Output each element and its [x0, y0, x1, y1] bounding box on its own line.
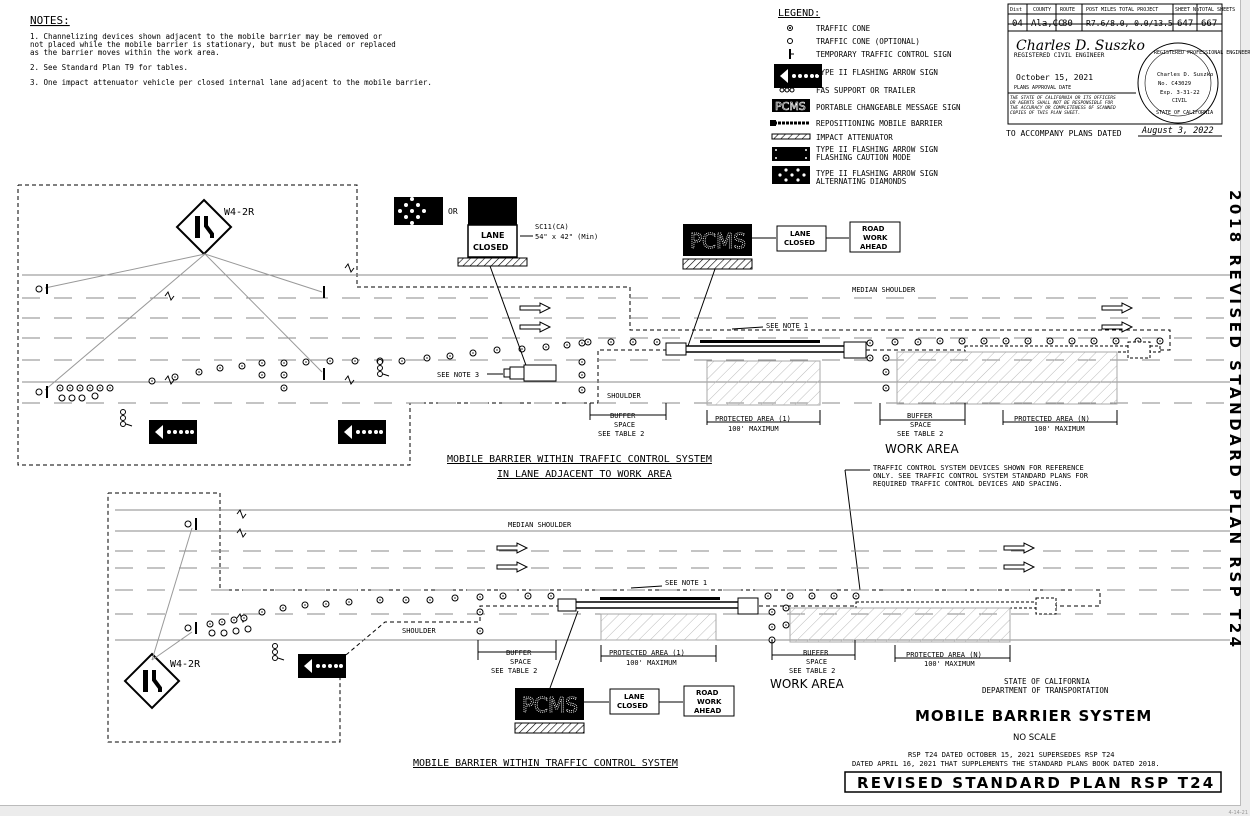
- traffic-cone-icon: [579, 372, 585, 378]
- accompany-label: TO ACCOMPANY PLANS DATED: [1006, 129, 1122, 138]
- disclaimer-3: THE ACCURACY OR COMPLETENESS OF SCANNED: [1010, 106, 1116, 111]
- svg-text:LANE: LANE: [481, 231, 505, 240]
- traffic-cone-icon: [654, 339, 660, 345]
- pcms-icon: [772, 99, 810, 113]
- d1-pcms-sign: [683, 224, 752, 269]
- approval-date: October 15, 2021: [1016, 73, 1094, 82]
- note-line: 2. See Standard Plan T9 for tables.: [30, 63, 189, 72]
- sc11-label: SC11(CA): [535, 223, 569, 231]
- traffic-cone-icon: [281, 360, 287, 366]
- traffic-cone-icon: [219, 619, 225, 625]
- d2-work-area: WORK AREA: [770, 677, 844, 691]
- d1-pcms-work: WORK: [863, 234, 888, 242]
- traffic-cone-icon: [548, 593, 554, 599]
- approval-label: PLANS APPROVAL DATE: [1014, 85, 1072, 91]
- traffic-cone-icon: [196, 369, 202, 375]
- mobile-barrier-icon: [770, 120, 810, 126]
- d2-protectedn-label: PROTECTED AREA (N): [906, 651, 982, 659]
- d1-protected-area-1: [707, 361, 820, 405]
- d2-mobile-barrier: [558, 597, 758, 614]
- tb-route: 80: [1062, 19, 1073, 29]
- traffic-cone-icon: [787, 593, 793, 599]
- traffic-cone-icon: [107, 385, 113, 391]
- traffic-cone-icon: [867, 340, 873, 346]
- d1-pcms-lane: LANE: [790, 230, 811, 238]
- d1-arrow-sign-2: [338, 420, 386, 444]
- d1-median: MEDIAN SHOULDER: [852, 286, 916, 294]
- d1-caption-2: IN LANE ADJACENT TO WORK AREA: [497, 469, 672, 480]
- d1-buffer-label: BUFFER: [610, 412, 636, 420]
- legend-label-2: FLASHING CAUTION MODE: [816, 153, 911, 162]
- d2-pcms-ahead: AHEAD: [694, 707, 722, 715]
- notes-title: NOTES:: [30, 14, 70, 27]
- d1-ref-note-3: REQUIRED TRAFFIC CONTROL DEVICES AND SPACING.: [873, 480, 1063, 488]
- traffic-cone-icon: [769, 609, 775, 615]
- traffic-cone-icon: [377, 597, 383, 603]
- traffic-cone-icon: [608, 339, 614, 345]
- traffic-cone-icon: [585, 339, 591, 345]
- traffic-cone-icon: [281, 372, 287, 378]
- side-title: 2018 REVISED STANDARD PLAN RSP T24: [1226, 190, 1244, 651]
- d1-caption-1: MOBILE BARRIER WITHIN TRAFFIC CONTROL SYSTEM: [447, 454, 712, 465]
- d2-buffer-label: BUFFER: [506, 649, 532, 657]
- notes-block: [30, 14, 432, 87]
- d2-protected1-label: PROTECTED AREA (1): [609, 649, 685, 657]
- tb-header-county: COUNTY: [1033, 7, 1052, 13]
- d1-see-note1: SEE NOTE 1: [766, 322, 809, 330]
- footer: [845, 677, 1221, 792]
- traffic-cone-icon: [302, 602, 308, 608]
- engineer-seal: [1138, 43, 1250, 123]
- d1-buffer-table: SEE TABLE 2: [598, 430, 645, 438]
- traffic-cone-icon: [1157, 338, 1163, 344]
- d2-buffer2-space: SPACE: [806, 658, 828, 666]
- disclaimer-4: COPIES OF THIS PLAN SHEET.: [1010, 111, 1081, 116]
- traffic-cone-icon: [239, 363, 245, 369]
- d1-pcms-ahead: AHEAD: [860, 243, 888, 251]
- legend-label: TEMPORARY TRAFFIC CONTROL SIGN: [816, 50, 952, 59]
- d2-shoulder: SHOULDER: [402, 627, 436, 635]
- title-block: [1006, 4, 1250, 138]
- d2-pcms-work: WORK: [697, 698, 722, 706]
- d2-buffer2-table: SEE TABLE 2: [789, 667, 836, 675]
- traffic-cone-icon: [259, 609, 265, 615]
- seal-civil: CIVIL: [1172, 98, 1188, 104]
- note-line: not placed while the mobile barrier is stationary, but must be placed or replaced: [30, 40, 396, 49]
- traffic-cone-icon: [959, 338, 965, 344]
- traffic-cone-icon: [217, 365, 223, 371]
- traffic-cone-icon: [427, 597, 433, 603]
- traffic-cone-icon: [280, 605, 286, 611]
- diagram-2: [108, 493, 1230, 769]
- d1-ref-note-2: ONLY. SEE TRAFFIC CONTROL SYSTEM STANDARD PLANS FOR: [873, 472, 1088, 480]
- d2-protected-area-1: [601, 614, 716, 640]
- tb-header-postmiles: POST MILES TOTAL PROJECT: [1086, 7, 1159, 13]
- tb-postmiles: R7.6/8.0, 0.0/13.5: [1086, 19, 1173, 28]
- legend-label: PORTABLE CHANGEABLE MESSAGE SIGN: [816, 103, 961, 112]
- supersedes-1: RSP T24 DATED OCTOBER 15, 2021 SUPERSEDES RSP T24: [908, 751, 1115, 759]
- legend-label: TRAFFIC CONE (OPTIONAL): [816, 37, 920, 46]
- traffic-cone-icon: [981, 338, 987, 344]
- system-title: MOBILE BARRIER SYSTEM: [915, 707, 1153, 725]
- sc11-size: 54" x 42" (Min): [535, 233, 599, 241]
- traffic-cone-icon: [883, 369, 889, 375]
- traffic-cone-icon: [303, 359, 309, 365]
- temp-sign-icon: [36, 386, 47, 398]
- seal-bottom: STATE OF CALIFORNIA: [1156, 110, 1214, 116]
- traffic-cone-icon: [346, 599, 352, 605]
- traffic-cone-icon: [403, 597, 409, 603]
- traffic-cone-icon: [57, 385, 63, 391]
- traffic-cone-icon: [233, 628, 239, 634]
- d2-see-note1: SEE NOTE 1: [665, 579, 708, 587]
- traffic-cone-icon: [1003, 338, 1009, 344]
- seal-top: REGISTERED PROFESSIONAL ENGINEER: [1154, 50, 1250, 56]
- d1-w4-label: W4-2R: [224, 207, 255, 218]
- d1-buffer-space: SPACE: [614, 421, 636, 429]
- d1-protected1-label: PROTECTED AREA (1): [715, 415, 791, 423]
- traffic-cone-icon: [59, 395, 65, 401]
- traffic-cone-icon: [831, 593, 837, 599]
- seal-number: No. C43029: [1158, 81, 1192, 87]
- traffic-cone-icon: [327, 358, 333, 364]
- legend-title: LEGEND:: [778, 8, 821, 19]
- traffic-cone-icon: [883, 355, 889, 361]
- legend-label-2: ALTERNATING DIAMONDS: [816, 177, 907, 186]
- svg-text:CLOSED: CLOSED: [473, 243, 509, 252]
- traffic-cone-icon: [788, 26, 793, 31]
- d2-buffer2-label: BUFFER: [803, 649, 829, 657]
- traffic-cone-icon: [92, 393, 98, 399]
- traffic-cone-icon: [525, 593, 531, 599]
- legend-label: TYPE II FLASHING ARROW SIGN: [816, 145, 938, 154]
- seal-name: Charles D. Suszko: [1157, 72, 1214, 78]
- tb-header-dist: Dist: [1010, 7, 1023, 13]
- traffic-cone-icon: [79, 395, 85, 401]
- engineer-label: REGISTERED CIVIL ENGINEER: [1014, 52, 1105, 59]
- traffic-cone-icon: [853, 593, 859, 599]
- traffic-cone-icon: [579, 340, 585, 346]
- traffic-cone-icon: [892, 339, 898, 345]
- legend-pcms-text: PCMS: [775, 100, 806, 113]
- traffic-cone-icon: [424, 355, 430, 361]
- d1-mobile-barrier: [666, 340, 866, 358]
- accompany-date: August 3, 2022: [1142, 126, 1214, 136]
- d1-shoulder: SHOULDER: [607, 392, 641, 400]
- diagram-1: [18, 185, 1230, 590]
- traffic-cone-icon: [352, 358, 358, 364]
- d1-buffer2-table: SEE TABLE 2: [897, 430, 944, 438]
- traffic-cone-icon: [1113, 338, 1119, 344]
- tb-dist: 04: [1012, 19, 1023, 29]
- d1-protected1-max: 100' MAXIMUM: [728, 425, 779, 433]
- scale-note: NO SCALE: [1013, 733, 1057, 743]
- attenuator-truck-icon: [504, 365, 556, 381]
- traffic-cone-icon: [399, 358, 405, 364]
- d2-pcms-lane: LANE: [624, 693, 645, 701]
- traffic-cone-icon: [494, 347, 500, 353]
- traffic-cone-icon: [500, 593, 506, 599]
- engineer-signature: Charles D. Suszko: [1016, 38, 1145, 54]
- traffic-cone-icon: [477, 609, 483, 615]
- disclaimer-1: THE STATE OF CALIFORNIA OR ITS OFFICERS: [1010, 96, 1116, 101]
- traffic-cone-icon: [809, 593, 815, 599]
- note-line: as the barrier moves within the work area.: [30, 48, 220, 57]
- temp-sign-icon: [185, 622, 196, 634]
- d2-caption: MOBILE BARRIER WITHIN TRAFFIC CONTROL SYSTEM: [413, 758, 678, 769]
- legend-label: TYPE II FLASHING ARROW SIGN: [816, 68, 938, 77]
- traffic-cone-icon: [231, 617, 237, 623]
- legend-label: REPOSITIONING MOBILE BARRIER: [816, 119, 943, 128]
- d2-w4-label: W4-2R: [170, 659, 201, 670]
- traffic-cone-icon: [477, 628, 483, 634]
- d2-pcms-closed: CLOSED: [617, 702, 648, 710]
- d2-protected1-max: 100' MAXIMUM: [626, 659, 677, 667]
- seal-expiration: Exp. 3-31-22: [1160, 90, 1200, 96]
- traffic-cone-icon: [281, 385, 287, 391]
- d1-protectedn-label: PROTECTED AREA (N): [1014, 415, 1090, 423]
- traffic-cone-icon: [259, 360, 265, 366]
- d1-buffer2-label: BUFFER: [907, 412, 933, 420]
- d1-protectedn-max: 100' MAXIMUM: [1034, 425, 1085, 433]
- traffic-cone-icon: [87, 385, 93, 391]
- d1-arrow-sign-1: [149, 420, 197, 444]
- supersedes-2: DATED APRIL 16, 2021 THAT SUPPLEMENTS THE STANDARD PLANS BOOK DATED 2018.: [852, 760, 1160, 768]
- temporary-sign-icon: [790, 49, 794, 59]
- d2-buffer-space: SPACE: [510, 658, 532, 666]
- d1-ref-note-1: TRAFFIC CONTROL SYSTEM DEVICES SHOWN FOR REFERENCE: [873, 464, 1084, 472]
- d1-pcms-road: ROAD: [862, 225, 885, 233]
- traffic-cone-icon: [447, 353, 453, 359]
- traffic-cone-icon: [915, 339, 921, 345]
- note-line: 3. One impact attenuator vehicle per closed internal lane adjacent to the mobile barrier.: [30, 78, 432, 87]
- traffic-cone-icon: [77, 385, 83, 391]
- d1-protected-area-n: [897, 352, 1117, 404]
- agency-dept: DEPARTMENT OF TRANSPORTATION: [982, 686, 1109, 695]
- traffic-cone-icon: [172, 374, 178, 380]
- traffic-cone-icon: [564, 342, 570, 348]
- d2-buffer-table: SEE TABLE 2: [491, 667, 538, 675]
- flashing-arrow-icon: [774, 64, 822, 88]
- traffic-cone-icon: [1069, 338, 1075, 344]
- traffic-cone-icon: [579, 387, 585, 393]
- note-line: 1. Channelizing devices shown adjacent to the mobile barrier may be removed or: [30, 32, 383, 41]
- traffic-cone-icon: [1025, 338, 1031, 344]
- traffic-cone-icon: [149, 378, 155, 384]
- traffic-cone-icon: [323, 601, 329, 607]
- arrow-diamonds-icon: [772, 166, 810, 184]
- traffic-cone-icon: [1091, 338, 1097, 344]
- traffic-cone-icon: [470, 350, 476, 356]
- traffic-cone-icon: [769, 624, 775, 630]
- corner-date: 4-14-21: [1228, 810, 1248, 816]
- d1-work-area: WORK AREA: [885, 442, 959, 456]
- disclaimer-2: OR AGENTS SHALL NOT BE RESPONSIBLE FOR: [1010, 101, 1113, 106]
- traffic-cone-icon: [883, 385, 889, 391]
- fas-support-icon: [780, 88, 794, 92]
- d1-see-note3: SEE NOTE 3: [437, 371, 480, 379]
- svg-text:PCMS: PCMS: [690, 229, 746, 253]
- arrow-diamonds-sign: [394, 197, 443, 225]
- d2-arrow-sign: [298, 654, 346, 678]
- traffic-cone-icon: [221, 630, 227, 636]
- traffic-cone-icon: [543, 344, 549, 350]
- legend-label: TRAFFIC CONE: [816, 24, 871, 33]
- traffic-cone-icon: [477, 594, 483, 600]
- legend-block: [770, 8, 961, 186]
- traffic-cone-icon: [452, 595, 458, 601]
- agency-state: STATE OF CALIFORNIA: [1004, 677, 1090, 686]
- traffic-cone-icon: [207, 621, 213, 627]
- traffic-cone-icon: [241, 615, 247, 621]
- svg-text:PCMS: PCMS: [522, 693, 578, 717]
- temp-sign-icon: [185, 518, 196, 530]
- traffic-cone-icon: [209, 630, 215, 636]
- traffic-cone-icon: [783, 605, 789, 611]
- legend-label: FAS SUPPORT OR TRAILER: [816, 86, 916, 95]
- traffic-cone-icon: [867, 355, 873, 361]
- tb-sheet: 647: [1177, 19, 1194, 29]
- legend-label: IMPACT ATTENUATOR: [816, 133, 893, 142]
- traffic-cone-icon: [937, 338, 943, 344]
- tb-header-total: TOTAL SHEETS: [1199, 7, 1236, 13]
- traffic-cone-icon: [67, 385, 73, 391]
- traffic-cone-icon: [259, 372, 265, 378]
- tb-header-sheet: SHEET No.: [1175, 7, 1203, 13]
- d2-pcms-road: ROAD: [696, 689, 719, 697]
- plan-title: REVISED STANDARD PLAN RSP T24: [857, 774, 1216, 792]
- legend-label: TYPE II FLASHING ARROW SIGN: [816, 169, 938, 178]
- d2-median: MEDIAN SHOULDER: [508, 521, 572, 529]
- d1-or: OR: [448, 207, 458, 216]
- tb-total: 667: [1201, 19, 1218, 29]
- d2-pcms-sign: [515, 688, 584, 733]
- d2-protected-area-n: [790, 608, 1010, 642]
- traffic-cone-icon: [69, 395, 75, 401]
- lane-closed-sign: [458, 197, 527, 266]
- d2-cone-taper: [207, 593, 859, 643]
- tb-county: Ala,CC: [1031, 19, 1064, 29]
- d1-buffer2-space: SPACE: [910, 421, 932, 429]
- arrow-caution-icon: [772, 147, 810, 161]
- d1-pcms-closed: CLOSED: [784, 239, 815, 247]
- traffic-cone-icon: [97, 385, 103, 391]
- traffic-cone-icon: [245, 626, 251, 632]
- tb-header-route: ROUTE: [1060, 7, 1076, 13]
- traffic-cone-icon: [579, 359, 585, 365]
- traffic-cone-optional-icon: [788, 39, 793, 44]
- traffic-cone-icon: [630, 339, 636, 345]
- traffic-cone-icon: [1047, 338, 1053, 344]
- temp-sign-icon: [36, 284, 47, 294]
- d2-protectedn-max: 100' MAXIMUM: [924, 660, 975, 668]
- impact-attenuator-icon: [772, 134, 810, 139]
- traffic-cone-icon: [783, 622, 789, 628]
- traffic-cone-icon: [765, 593, 771, 599]
